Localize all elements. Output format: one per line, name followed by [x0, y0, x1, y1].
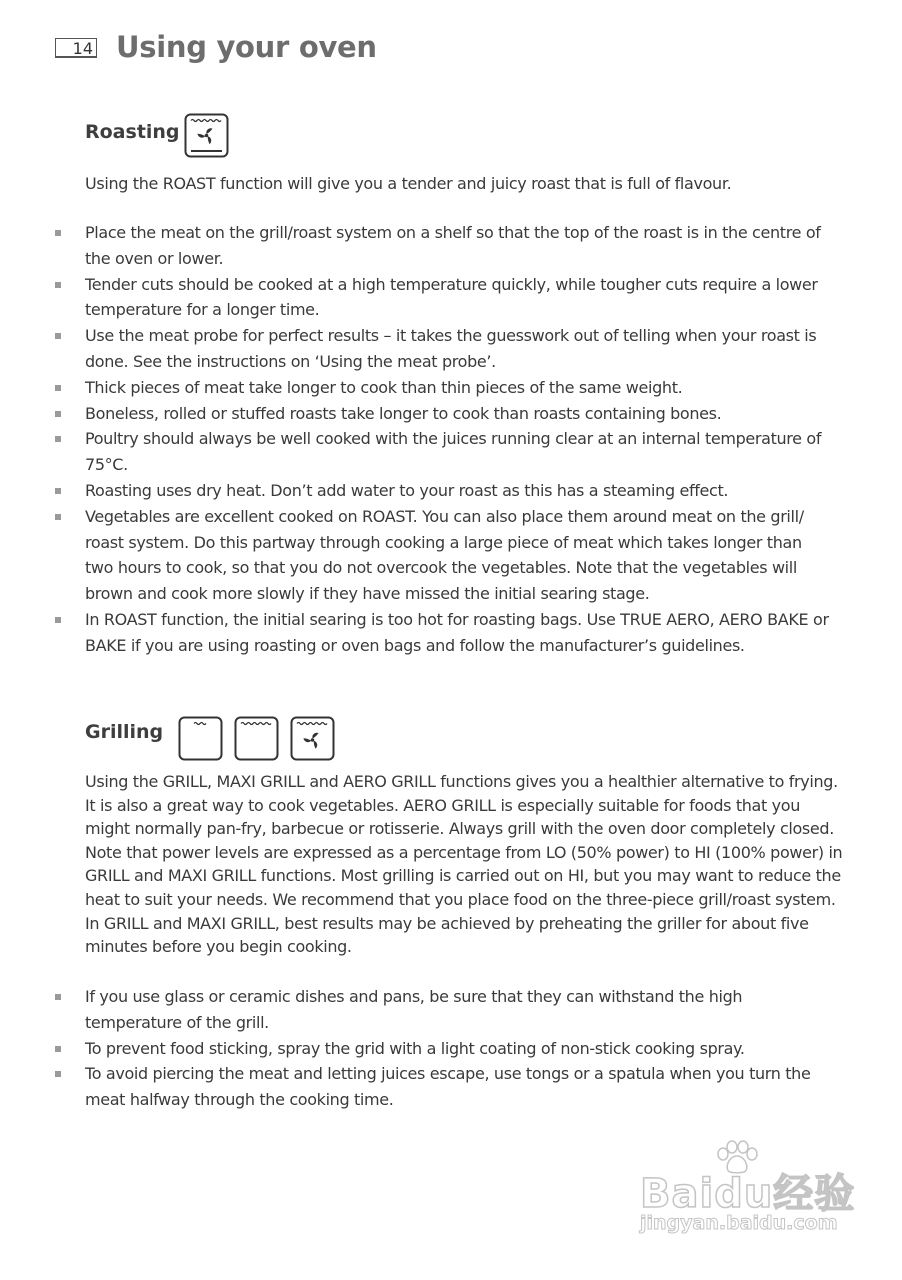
list-item: Boneless, rolled or stuffed roasts take longer to cook than roasts containing bones. [0, 401, 830, 427]
bullet-marker [55, 230, 61, 236]
watermark-url: jingyan.baidu.com [640, 1212, 838, 1234]
baidu-watermark [640, 1140, 856, 1250]
list-item: Roasting uses dry heat. Don’t add water to your roast as this has a steaming effect. [0, 478, 830, 504]
bullet-marker [55, 282, 61, 288]
bullet-marker [55, 333, 61, 339]
watermark-brand: Baidu经验 [640, 1171, 856, 1217]
roasting-heading: Roasting [85, 121, 180, 143]
list-item: To avoid piercing the meat and letting juices escape, use tongs or a spatula when you turn the meat halfway through the cooking time. [0, 1061, 830, 1113]
list-item: Thick pieces of meat take longer to cook than thin pieces of the same weight. [0, 375, 830, 401]
bullet-marker [55, 514, 61, 520]
grill-function-icon [178, 716, 223, 761]
list-item: Vegetables are excellent cooked on ROAST. You can also place them around meat on the grill/ roast system. Do this partway through cooking a large piece of meat which takes longer than two hours to cook, so that you do not overcook the vegetables. Note that the vegetables will brown and cook more slowly if they have missed the initial searing stage. [0, 504, 830, 607]
aero-grill-function-icon [290, 716, 335, 761]
bullet-marker [55, 385, 61, 391]
bullet-marker [55, 994, 61, 1000]
list-item: In ROAST function, the initial searing is too hot for roasting bags. Use TRUE AERO, AERO BAKE or BAKE if you are using roasting or oven bags and follow the manufacturer’s guidelines. [0, 607, 830, 659]
grilling-tips-list [0, 984, 902, 1113]
roasting-tips-list [0, 220, 902, 659]
bullet-marker [55, 1071, 61, 1077]
bullet-marker [55, 617, 61, 623]
bullet-marker [55, 411, 61, 417]
list-item: If you use glass or ceramic dishes and pans, be sure that they can withstand the high temperature of the grill. [0, 984, 830, 1036]
list-item: To prevent food sticking, spray the grid with a light coating of non-stick cooking spray. [0, 1036, 830, 1062]
roasting-intro: Using the ROAST function will give you a tender and juicy roast that is full of flavour. [85, 174, 732, 193]
bullet-marker [55, 436, 61, 442]
list-item: Poultry should always be well cooked with the juices running clear at an internal temperature of 75°C. [0, 426, 830, 478]
list-item: Tender cuts should be cooked at a high temperature quickly, while tougher cuts require a lower temperature for a longer time. [0, 272, 830, 324]
grilling-heading: Grilling [85, 721, 164, 743]
bullet-marker [55, 488, 61, 494]
bullet-marker [55, 1046, 61, 1052]
roast-function-icon [184, 113, 229, 158]
maxi-grill-function-icon [234, 716, 279, 761]
list-item: Use the meat probe for perfect results – it takes the guesswork out of telling when your roast is done. See the instructions on ‘Using the meat probe’. [0, 323, 830, 375]
list-item: Place the meat on the grill/roast system on a shelf so that the top of the roast is in the centre of the oven or lower. [0, 220, 830, 272]
page-title: Using your oven [116, 30, 377, 64]
page-number: 14 [55, 38, 97, 58]
grilling-paragraph: Using the GRILL, MAXI GRILL and AERO GRILL functions gives you a healthier alternative to frying. It is also a great way to cook vegetables. AERO GRILL is especially suitable for foods that you might normally pan-fry, barbecue or rotisserie. Always grill with the oven door completely closed. Note that power levels are expressed as a percentage from LO (50% power) to HI (100% power) in GRILL and MAXI GRILL functions. Most grilling is carried out on HI, but you may want to reduce the heat to suit your needs. We recommend that you place food on the three-piece grill/roast system. In GRILL and MAXI GRILL, best results may be achieved by preheating the griller for about five minutes before you begin cooking. [85, 772, 843, 957]
